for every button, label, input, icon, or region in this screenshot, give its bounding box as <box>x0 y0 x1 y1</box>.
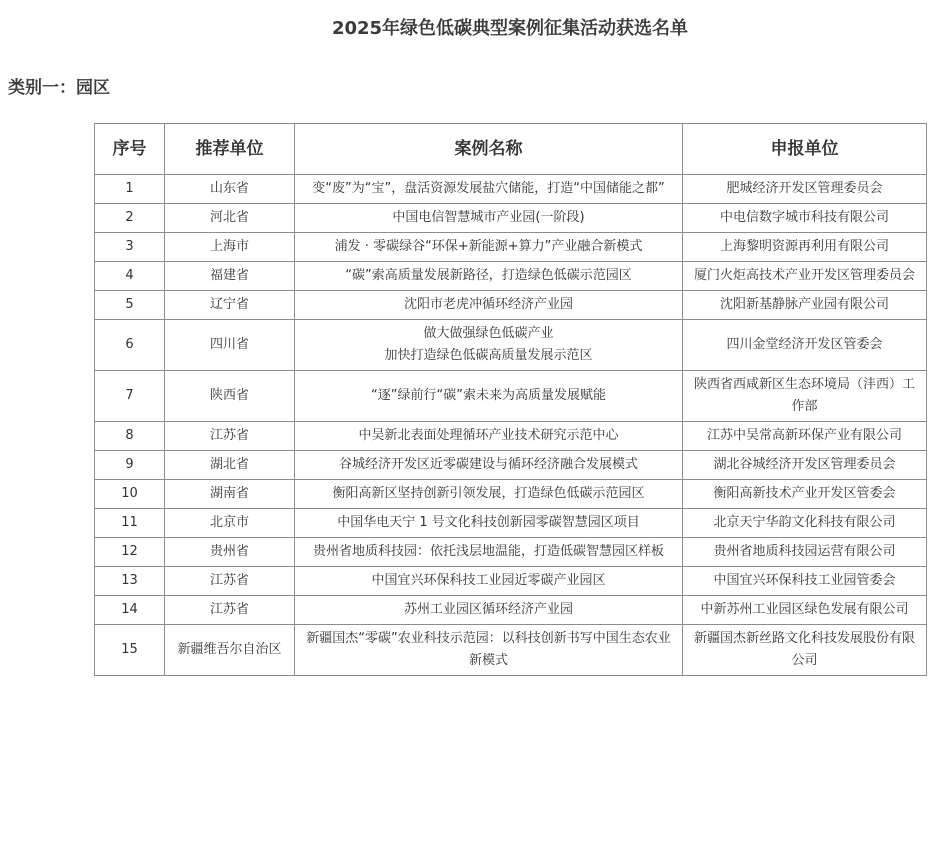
cell-applicant: 中国宜兴环保科技工业园管委会 <box>683 567 927 596</box>
cell-case-name: 衡阳高新区坚持创新引领发展，打造绿色低碳示范园区 <box>295 480 683 509</box>
table-row <box>95 509 927 538</box>
cell-recommender: 江苏省 <box>165 596 295 625</box>
cell-recommender: 湖北省 <box>165 451 295 480</box>
cell-applicant: 衡阳高新技术产业开发区管委会 <box>683 480 927 509</box>
selection-list-table <box>94 123 927 676</box>
table-row <box>95 233 927 262</box>
table-row <box>95 422 927 451</box>
cell-case-name: “逐”绿前行“碳”索未来为高质量发展赋能 <box>295 371 683 422</box>
cell-recommender: 四川省 <box>165 320 295 371</box>
cell-no: 7 <box>95 371 165 422</box>
cell-no: 10 <box>95 480 165 509</box>
header-applicant: 申报单位 <box>683 124 927 175</box>
cell-applicant: 厦门火炬高技术产业开发区管理委员会 <box>683 262 927 291</box>
table-row <box>95 480 927 509</box>
cell-no: 15 <box>95 625 165 676</box>
table-row <box>95 596 927 625</box>
cell-case-name: 做大做强绿色低碳产业 加快打造绿色低碳高质量发展示范区 <box>295 320 683 371</box>
cell-no: 3 <box>95 233 165 262</box>
cell-case-name: 中国电信智慧城市产业园(一阶段) <box>295 204 683 233</box>
cell-recommender: 江苏省 <box>165 422 295 451</box>
table-row <box>95 262 927 291</box>
page-title: 2025年绿色低碳典型案例征集活动获选名单 <box>331 18 689 39</box>
cell-case-name: 苏州工业园区循环经济产业园 <box>295 596 683 625</box>
cell-applicant: 湖北谷城经济开发区管理委员会 <box>683 451 927 480</box>
cell-applicant: 肥城经济开发区管理委员会 <box>683 175 927 204</box>
cell-applicant: 陕西省西咸新区生态环境局（沣西）工作部 <box>683 371 927 422</box>
cell-recommender: 湖南省 <box>165 480 295 509</box>
cell-recommender: 新疆维吾尔自治区 <box>165 625 295 676</box>
cell-case-name: “碳”索高质量发展新路径，打造绿色低碳示范园区 <box>295 262 683 291</box>
cell-applicant: 沈阳新基静脉产业园有限公司 <box>683 291 927 320</box>
table-row <box>95 320 927 371</box>
cell-no: 8 <box>95 422 165 451</box>
cell-no: 13 <box>95 567 165 596</box>
cell-no: 5 <box>95 291 165 320</box>
cell-recommender: 北京市 <box>165 509 295 538</box>
cell-case-name: 中国华电天宁 1 号文化科技创新园零碳智慧园区项目 <box>295 509 683 538</box>
table-body <box>95 175 927 676</box>
header-recommender: 推荐单位 <box>165 124 295 175</box>
cell-case-name: 贵州省地质科技园：依托浅层地温能，打造低碳智慧园区样板 <box>295 538 683 567</box>
cell-recommender: 福建省 <box>165 262 295 291</box>
cell-applicant: 中电信数字城市科技有限公司 <box>683 204 927 233</box>
cell-recommender: 山东省 <box>165 175 295 204</box>
cell-applicant: 江苏中吴常高新环保产业有限公司 <box>683 422 927 451</box>
header-case-name: 案例名称 <box>295 124 683 175</box>
cell-recommender: 贵州省 <box>165 538 295 567</box>
table-row <box>95 371 927 422</box>
table-row <box>95 451 927 480</box>
cell-case-name: 中国宜兴环保科技工业园近零碳产业园区 <box>295 567 683 596</box>
cell-no: 1 <box>95 175 165 204</box>
cell-applicant: 四川金堂经济开发区管委会 <box>683 320 927 371</box>
cell-no: 11 <box>95 509 165 538</box>
cell-applicant: 贵州省地质科技园运营有限公司 <box>683 538 927 567</box>
cell-case-name: 新疆国杰“零碳”农业科技示范园：以科技创新书写中国生态农业新模式 <box>295 625 683 676</box>
table-row <box>95 175 927 204</box>
cell-no: 14 <box>95 596 165 625</box>
cell-applicant: 新疆国杰新丝路文化科技发展股份有限公司 <box>683 625 927 676</box>
table-header-row <box>95 124 927 175</box>
cell-case-name: 中吴新北表面处理循环产业技术研究示范中心 <box>295 422 683 451</box>
cell-applicant: 北京天宁华韵文化科技有限公司 <box>683 509 927 538</box>
table-row <box>95 204 927 233</box>
table-row <box>95 625 927 676</box>
header-no: 序号 <box>95 124 165 175</box>
table-row <box>95 538 927 567</box>
cell-no: 4 <box>95 262 165 291</box>
cell-recommender: 江苏省 <box>165 567 295 596</box>
cell-case-name: 谷城经济开发区近零碳建设与循环经济融合发展模式 <box>295 451 683 480</box>
cell-applicant: 上海黎明资源再利用有限公司 <box>683 233 927 262</box>
cell-case-name: 浦发 · 零碳绿谷“环保+新能源+算力”产业融合新模式 <box>295 233 683 262</box>
category-heading: 类别一：园区 <box>8 78 110 98</box>
cell-case-name: 变“废”为“宝”，盘活资源发展盐穴储能，打造“中国储能之都” <box>295 175 683 204</box>
table-row <box>95 567 927 596</box>
cell-recommender: 上海市 <box>165 233 295 262</box>
table-row <box>95 291 927 320</box>
cell-no: 6 <box>95 320 165 371</box>
cell-no: 9 <box>95 451 165 480</box>
cell-case-name: 沈阳市老虎冲循环经济产业园 <box>295 291 683 320</box>
cell-applicant: 中新苏州工业园区绿色发展有限公司 <box>683 596 927 625</box>
cell-no: 12 <box>95 538 165 567</box>
cell-recommender: 河北省 <box>165 204 295 233</box>
cell-recommender: 陕西省 <box>165 371 295 422</box>
cell-recommender: 辽宁省 <box>165 291 295 320</box>
cell-no: 2 <box>95 204 165 233</box>
